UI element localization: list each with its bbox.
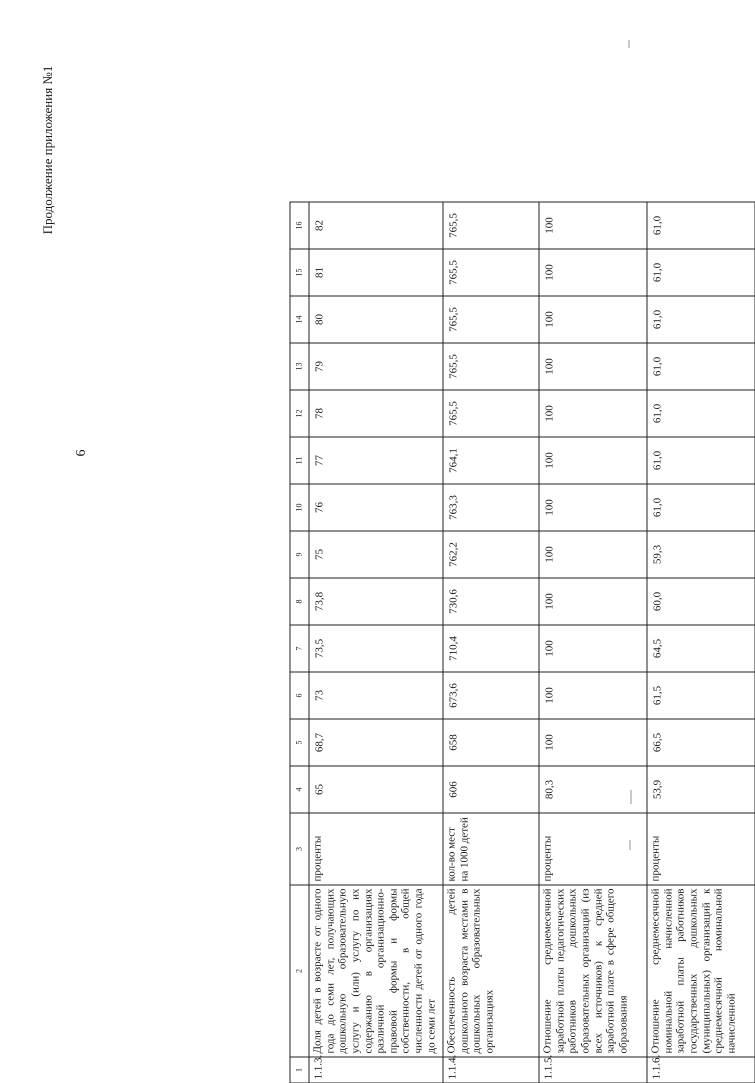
- indicators-table: [289, 201, 755, 1083]
- value-cell: 100: [539, 343, 647, 390]
- table-body: [309, 202, 755, 1083]
- unit-cell: кол-во мест на 1000 детей: [443, 813, 539, 885]
- value-cell: 79: [309, 343, 443, 390]
- value-cell: 59,3: [647, 531, 755, 578]
- scan-artifact: [629, 840, 631, 850]
- value-cell: 100: [539, 578, 647, 625]
- value-cell: 658: [443, 719, 539, 766]
- unit-cell: проценты: [309, 813, 443, 885]
- value-cell: 77: [309, 437, 443, 484]
- value-cell: 61,0: [647, 343, 755, 390]
- column-header: 12: [290, 390, 309, 437]
- column-header: 1: [290, 1057, 309, 1083]
- header-row: [290, 202, 309, 1083]
- value-cell: 100: [539, 249, 647, 296]
- value-cell: 606: [443, 766, 539, 813]
- column-header: 6: [290, 672, 309, 719]
- indicator-name: Обеспеченность детей дошкольного возраста местами в дошкольных образовательных организациях: [443, 885, 539, 1057]
- value-cell: 53,9: [647, 766, 755, 813]
- value-cell: 764,1: [443, 437, 539, 484]
- table-row: [443, 202, 539, 1083]
- value-cell: 80,3: [539, 766, 647, 813]
- column-header: 16: [290, 202, 309, 249]
- value-cell: 81: [309, 249, 443, 296]
- value-cell: 730,6: [443, 578, 539, 625]
- indicator-code: 1.1.3.: [309, 1057, 443, 1083]
- value-cell: 673,6: [443, 672, 539, 719]
- value-cell: 61,0: [647, 202, 755, 249]
- value-cell: 82: [309, 202, 443, 249]
- value-cell: 765,5: [443, 343, 539, 390]
- value-cell: 762,2: [443, 531, 539, 578]
- column-header: 13: [290, 343, 309, 390]
- indicator-code: 1.1.4.: [443, 1057, 539, 1083]
- column-header: 10: [290, 484, 309, 531]
- scan-artifact: [628, 40, 630, 48]
- rotated-table-wrapper: [289, 212, 754, 1083]
- column-header: 14: [290, 296, 309, 343]
- value-cell: 100: [539, 437, 647, 484]
- table-row: [647, 202, 755, 1083]
- value-cell: 61,0: [647, 437, 755, 484]
- value-cell: 61,0: [647, 484, 755, 531]
- table-row: [309, 202, 443, 1083]
- appendix-note: Продолжение приложения №1: [40, 65, 55, 235]
- indicator-code: 1.1.6.: [647, 1057, 755, 1083]
- value-cell: 60,0: [647, 578, 755, 625]
- table-row: [539, 202, 647, 1083]
- unit-cell: проценты: [647, 813, 755, 885]
- indicator-code: 1.1.5.: [539, 1057, 647, 1083]
- scan-artifact: [630, 790, 632, 804]
- indicator-name: Отношение среднемесячной заработной платы педагогических работников дошкольных образовательных организаций (из всех источников) к средней заработной плате в сфере общего образования: [539, 885, 647, 1057]
- column-header: 3: [290, 813, 309, 885]
- value-cell: 73,8: [309, 578, 443, 625]
- value-cell: 763,3: [443, 484, 539, 531]
- value-cell: 65: [309, 766, 443, 813]
- page-number: 6: [74, 449, 89, 457]
- value-cell: 100: [539, 672, 647, 719]
- value-cell: 765,5: [443, 390, 539, 437]
- value-cell: 100: [539, 719, 647, 766]
- value-cell: 66,5: [647, 719, 755, 766]
- column-header: 5: [290, 719, 309, 766]
- column-header: 9: [290, 531, 309, 578]
- column-header: 8: [290, 578, 309, 625]
- value-cell: 76: [309, 484, 443, 531]
- value-cell: 100: [539, 296, 647, 343]
- value-cell: 765,5: [443, 202, 539, 249]
- value-cell: 73,5: [309, 625, 443, 672]
- value-cell: 100: [539, 484, 647, 531]
- value-cell: 100: [539, 202, 647, 249]
- indicator-name: Доля детей в возрасте от одного года до семи лет, получающих дошкольную образовательную услугу и (или) услугу по их содержанию в организациях различной организационно-правовой формы и формы собственности, в общей численности детей от одного года до семи лет: [309, 885, 443, 1057]
- value-cell: 100: [539, 390, 647, 437]
- value-cell: 80: [309, 296, 443, 343]
- value-cell: 78: [309, 390, 443, 437]
- column-header: 7: [290, 625, 309, 672]
- value-cell: 61,0: [647, 296, 755, 343]
- column-header: 15: [290, 249, 309, 296]
- value-cell: 73: [309, 672, 443, 719]
- value-cell: 75: [309, 531, 443, 578]
- column-header: 11: [290, 437, 309, 484]
- value-cell: 61,5: [647, 672, 755, 719]
- value-cell: 64,5: [647, 625, 755, 672]
- value-cell: 61,0: [647, 390, 755, 437]
- value-cell: 710,4: [443, 625, 539, 672]
- value-cell: 765,5: [443, 296, 539, 343]
- value-cell: 100: [539, 625, 647, 672]
- column-header: 4: [290, 766, 309, 813]
- value-cell: 100: [539, 531, 647, 578]
- value-cell: 765,5: [443, 249, 539, 296]
- unit-cell: проценты: [539, 813, 647, 885]
- column-header: 2: [290, 885, 309, 1057]
- value-cell: 68,7: [309, 719, 443, 766]
- indicator-name: Отношение среднемесячной номинальной начисленной заработной платы работников государственных дошкольных (муниципальных) организаций к среднемесячной номинальной начисленной: [647, 885, 755, 1057]
- value-cell: 61,0: [647, 249, 755, 296]
